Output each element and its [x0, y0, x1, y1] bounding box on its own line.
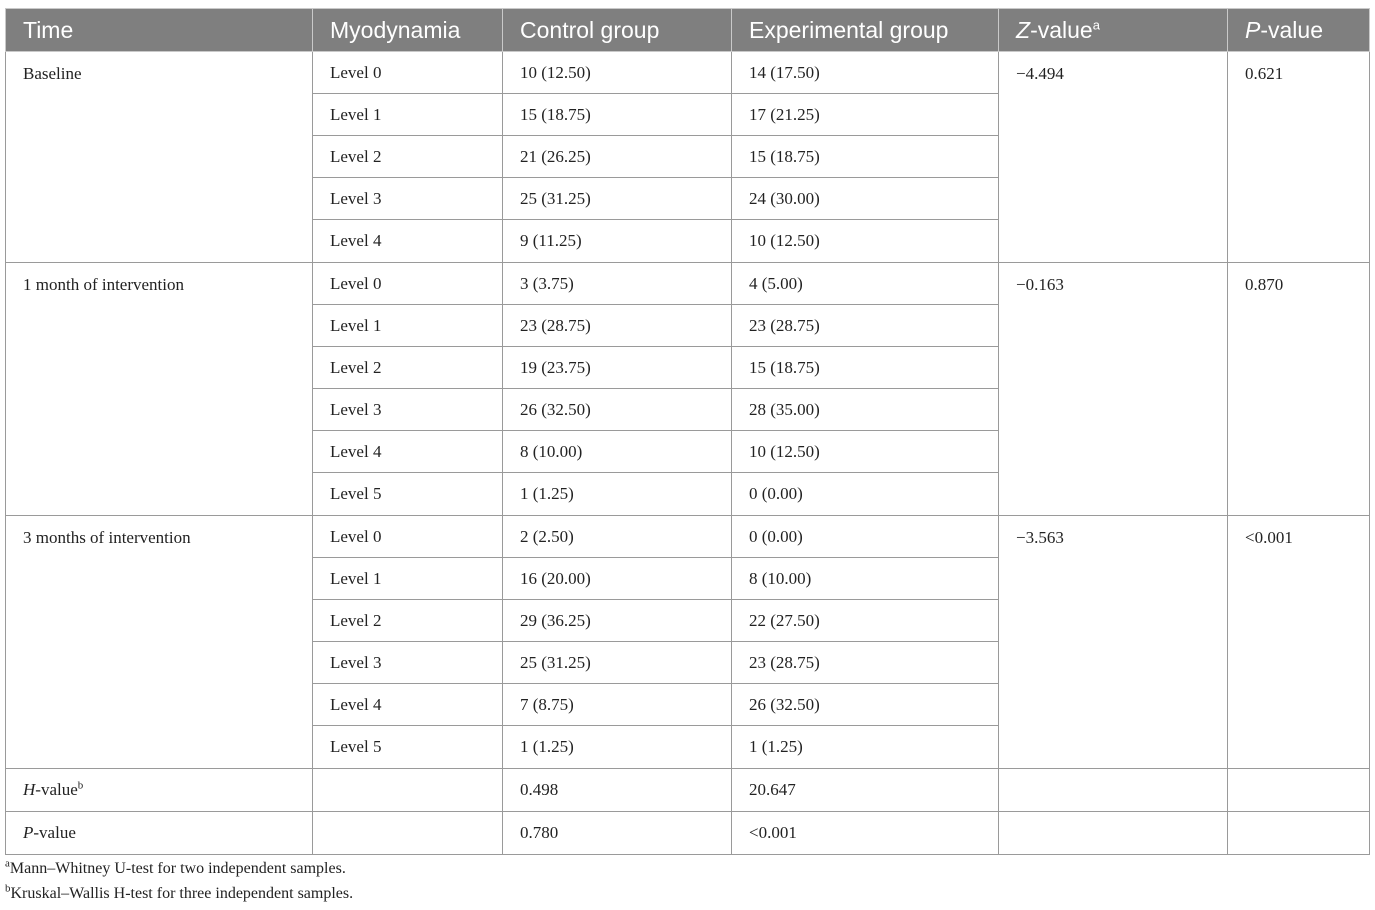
header-p-value: P-value	[1228, 9, 1370, 52]
experimental-group-cell: 28 (35.00)	[732, 389, 999, 431]
myodynamia-level-cell: Level 0	[313, 52, 503, 94]
time-cell: Baseline	[6, 52, 313, 263]
p-value-row-experimental: <0.001	[732, 812, 999, 855]
myodynamia-level-cell: Level 4	[313, 684, 503, 726]
myodynamia-level-cell: Level 1	[313, 305, 503, 347]
experimental-group-cell: 14 (17.50)	[732, 52, 999, 94]
control-group-cell: 19 (23.75)	[503, 347, 732, 389]
experimental-group-cell: 1 (1.25)	[732, 726, 999, 769]
p-value-row-p-empty	[1228, 812, 1370, 855]
header-experimental-group: Experimental group	[732, 9, 999, 52]
p-value-row-label	[6, 812, 313, 855]
experimental-group-cell: 15 (18.75)	[732, 347, 999, 389]
table-row	[6, 516, 1370, 558]
control-group-cell: 8 (10.00)	[503, 431, 732, 473]
table-row	[6, 52, 1370, 94]
table-row	[6, 263, 1370, 305]
myodynamia-level-cell: Level 2	[313, 600, 503, 642]
control-group-cell: 29 (36.25)	[503, 600, 732, 642]
h-value-row-label-rest: -value	[35, 780, 78, 799]
experimental-group-cell: 15 (18.75)	[732, 136, 999, 178]
footnote-a: $^a$Mann–Whitney U-test for two independent samples.	[5, 857, 346, 877]
myodynamia-level-cell: Level 3	[313, 178, 503, 220]
experimental-group-cell: 4 (5.00)	[732, 263, 999, 305]
table-body	[6, 52, 1370, 855]
header-control-group: Control group	[503, 9, 732, 52]
experimental-group-cell: 23 (28.75)	[732, 305, 999, 347]
control-group-cell: 1 (1.25)	[503, 726, 732, 769]
myodynamia-level-cell: Level 5	[313, 473, 503, 516]
experimental-group-cell: 24 (30.00)	[732, 178, 999, 220]
p-value-row-z-empty	[999, 812, 1228, 855]
time-cell: 1 month of intervention	[6, 263, 313, 516]
control-group-cell: 1 (1.25)	[503, 473, 732, 516]
myodynamia-level-cell: Level 1	[313, 558, 503, 600]
myodynamia-level-cell: Level 0	[313, 263, 503, 305]
p-value-cell: <0.001	[1228, 516, 1370, 769]
control-group-cell: 21 (26.25)	[503, 136, 732, 178]
header-myodynamia: Myodynamia	[313, 9, 503, 52]
experimental-group-cell: 17 (21.25)	[732, 94, 999, 136]
experimental-group-cell: 10 (12.50)	[732, 220, 999, 263]
experimental-group-cell: 8 (10.00)	[732, 558, 999, 600]
control-group-cell: 7 (8.75)	[503, 684, 732, 726]
experimental-group-cell: 22 (27.50)	[732, 600, 999, 642]
control-group-cell: 26 (32.50)	[503, 389, 732, 431]
control-group-cell: 15 (18.75)	[503, 94, 732, 136]
experimental-group-cell: 26 (32.50)	[732, 684, 999, 726]
control-group-cell: 25 (31.25)	[503, 178, 732, 220]
myodynamia-level-cell: Level 5	[313, 726, 503, 769]
h-value-row-z-empty	[999, 769, 1228, 812]
p-value-row-myodynamia-empty	[313, 812, 503, 855]
z-value-cell: −0.163	[999, 263, 1228, 516]
time-cell: 3 months of intervention	[6, 516, 313, 769]
h-value-row-experimental: 20.647	[732, 769, 999, 812]
myodynamia-level-cell: Level 4	[313, 431, 503, 473]
p-value-cell: 0.621	[1228, 52, 1370, 263]
control-group-cell: 10 (12.50)	[503, 52, 732, 94]
p-value-cell: 0.870	[1228, 263, 1370, 516]
experimental-group-cell: 0 (0.00)	[732, 516, 999, 558]
table-header	[6, 9, 1370, 52]
z-value-cell: −3.563	[999, 516, 1228, 769]
p-value-row-control: 0.780	[503, 812, 732, 855]
h-value-row-control: 0.498	[503, 769, 732, 812]
p-value-row-label-rest: -value	[33, 823, 76, 842]
control-group-cell: 16 (20.00)	[503, 558, 732, 600]
results-table	[5, 8, 1370, 855]
control-group-cell: 9 (11.25)	[503, 220, 732, 263]
myodynamia-level-cell: Level 4	[313, 220, 503, 263]
z-value-cell: −4.494	[999, 52, 1228, 263]
myodynamia-level-cell: Level 3	[313, 642, 503, 684]
myodynamia-level-cell: Level 2	[313, 347, 503, 389]
h-value-row-p-empty	[1228, 769, 1370, 812]
h-value-row-label-sup: b	[77, 779, 84, 792]
p-value-row-label-italic: P	[23, 823, 34, 842]
myodynamia-level-cell: Level 1	[313, 94, 503, 136]
p-value-row	[6, 812, 1370, 855]
experimental-group-cell: 0 (0.00)	[732, 473, 999, 516]
header-time: Time	[6, 9, 313, 52]
h-value-row	[6, 769, 1370, 812]
control-group-cell: 23 (28.75)	[503, 305, 732, 347]
h-value-row-myodynamia-empty	[313, 769, 503, 812]
header-z-value: Z-value$^a$	[999, 9, 1228, 52]
control-group-cell: 25 (31.25)	[503, 642, 732, 684]
myodynamia-level-cell: Level 2	[313, 136, 503, 178]
experimental-group-cell: 23 (28.75)	[732, 642, 999, 684]
control-group-cell: 2 (2.50)	[503, 516, 732, 558]
h-value-row-label-italic: H	[23, 780, 36, 799]
footnote-b: $^b$Kruskal–Wallis H-test for three independent samples.	[5, 882, 354, 902]
myodynamia-level-cell: Level 0	[313, 516, 503, 558]
experimental-group-cell: 10 (12.50)	[732, 431, 999, 473]
h-value-row-label	[6, 769, 313, 812]
myodynamia-level-cell: Level 3	[313, 389, 503, 431]
control-group-cell: 3 (3.75)	[503, 263, 732, 305]
